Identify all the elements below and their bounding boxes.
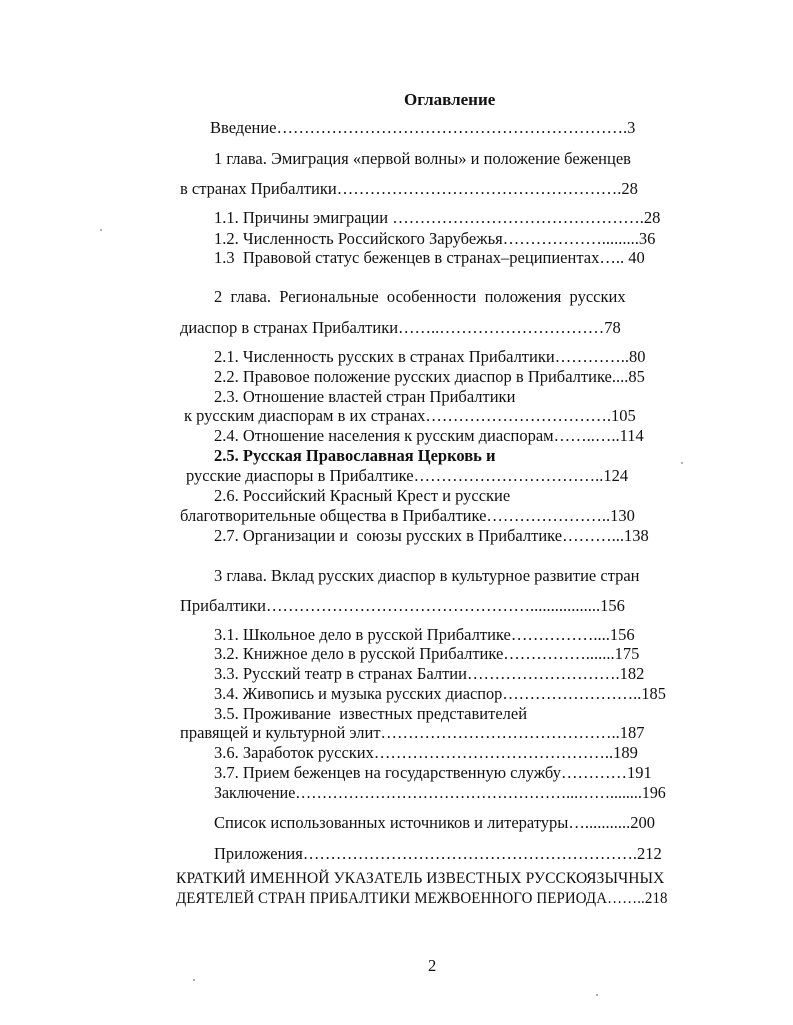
toc-section-2-2: 2.2. Правовое положение русских диаспор в Прибалтике....85	[214, 367, 645, 386]
page-title: Оглавление	[404, 90, 496, 109]
toc-section-2-1: 2.1. Численность русских в странах Прибалтики…………..80	[214, 347, 646, 366]
toc-section-3-7: 3.7. Прием беженцев на государственную службу…………191	[214, 763, 652, 782]
toc-section-3-4: 3.4. Живопись и музыка русских диаспор……………………..185	[214, 684, 666, 703]
toc-chapter-3-line-2: Прибалтики………………………………………….................156	[180, 596, 625, 615]
toc-chapter-1-line-2: в странах Прибалтики…………………………………………….28	[180, 179, 638, 198]
toc-section-2-6-line-1: 2.6. Российский Красный Крест и русские	[214, 486, 511, 505]
toc-chapter-2-line-2: диаспор в странах Прибалтики……..…………………………78	[180, 318, 621, 337]
toc-section-2-7: 2.7. Организации и союзы русских в Прибалтике………...138	[214, 526, 649, 545]
scan-speck	[596, 994, 598, 996]
toc-chapter-3-line-1: 3 глава. Вклад русских диаспор в культурное развитие стран	[214, 566, 640, 585]
toc-section-3-5-line-1: 3.5. Проживание известных представителей	[214, 704, 528, 723]
toc-chapter-1-line-1: 1 глава. Эмиграция «первой волны» и положение беженцев	[214, 149, 631, 168]
toc-section-2-5-line-1: 2.5. Русская Православная Церковь и	[214, 446, 496, 465]
toc-section-2-6-line-2: благотворительные общества в Прибалтике…………………..130	[180, 506, 635, 525]
toc-section-1-3: 1.3 Правовой статус беженцев в странах–реципиентах….. 40	[214, 248, 645, 267]
toc-index-line-2: ДЕЯТЕЛЕЙ СТРАН ПРИБАЛТИКИ МЕЖВОЕННОГО ПЕРИОДА……..218	[176, 890, 668, 907]
toc-index-line-1: КРАТКИЙ ИМЕННОЙ УКАЗАТЕЛЬ ИЗВЕСТНЫХ РУССКОЯЗЫЧНЫХ	[176, 870, 665, 887]
toc-introduction: Введение……………………………………………………….3	[210, 118, 636, 137]
toc-conclusion: Заключение……………………………………………...……........196	[214, 783, 666, 802]
toc-appendices: Приложения…………………………………………………….212	[214, 844, 662, 863]
toc-section-2-4: 2.4. Отношение населения к русским диаспорам……..…..114	[214, 426, 644, 445]
toc-section-3-3: 3.3. Русский театр в странах Балтии……………………….182	[214, 664, 645, 683]
toc-sources: Список использованных источников и литературы…...........200	[214, 813, 656, 832]
toc-section-1-2: 1.2. Численность Российского Зарубежья……………….........36	[214, 229, 656, 248]
toc-section-3-5-line-2: правящей и культурной элит……………………………………..187	[180, 723, 645, 742]
toc-section-3-2: 3.2. Книжное дело в русской Прибалтике…………….......175	[214, 644, 640, 663]
toc-section-2-3-line-1: 2.3. Отношение властей стран Прибалтики	[214, 387, 516, 406]
toc-section-3-6: 3.6. Заработок русских……………………………………..189	[214, 743, 638, 762]
toc-section-2-5-line-2: русские диаспоры в Прибалтике……………………………..124	[186, 466, 629, 485]
toc-section-2-3-line-2: к русским диаспорам в их странах…………………………….105	[184, 406, 636, 425]
page-number: 2	[428, 956, 437, 975]
scan-speck	[100, 229, 102, 231]
scan-speck	[681, 462, 683, 464]
scan-speck	[193, 979, 195, 981]
toc-chapter-2-line-1: 2 глава. Региональные особенности положения русских	[214, 287, 626, 306]
toc-section-1-1: 1.1. Причины эмиграции ……………………………………….28	[214, 208, 661, 227]
toc-section-3-1: 3.1. Школьное дело в русской Прибалтике……………....156	[214, 625, 635, 644]
